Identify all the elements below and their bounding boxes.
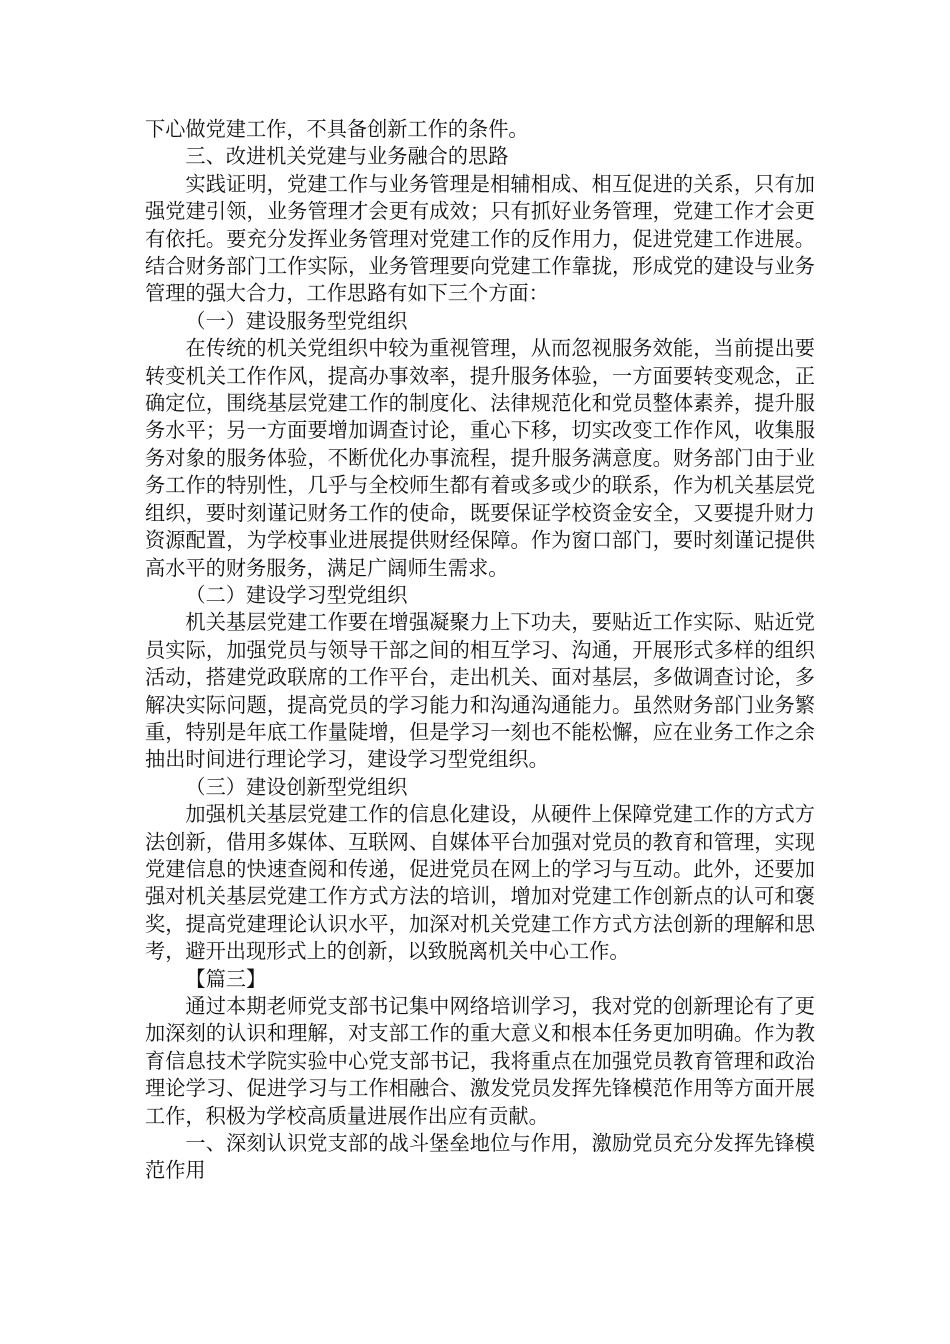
section-heading-1: 一、深刻认识党支部的战斗堡垒地位与作用，激励党员充分发挥先锋模范作用: [145, 1131, 815, 1183]
paragraph: 加强机关基层党建工作的信息化建设，从硬件上保障党建工作的方式方法创新，借用多媒体、互联网、自媒体平台加强对党员的教育和管理，实现党建信息的快速查阅和传递，促进党员在网上的学习与互动。此外，还要加强对机关基层党建工作方式方法的培训，增加对党建工作创新点的认可和褒奖，提高党建理论认识水平，加深对机关党建工作方式方法创新的理解和思考，避开出现形式上的创新，以致脱离机关中心工作。: [145, 802, 815, 964]
subheading-2: （二）建设学习型党组织: [185, 582, 408, 607]
paragraph: 在传统的机关党组织中较为重视管理，从而忽视服务效能，当前提出要转变机关工作作风，提高办事效率，提升服务体验，一方面要转变观念，正确定位，围绕基层党建工作的制度化、法律规范化和党员整体素养，提升服务水平；另一方面要增加调查讨论，重心下移，切实改变工作作风，收集服务对象的服务体验，不断优化办事流程，提升服务满意度。财务部门由于业务工作的特别性，几乎与全校师生都有着或多或少的联系，作为机关基层党组织，要时刻谨记财务工作的使命，既要保证学校资金安全，又要提升财力资源配置，为学校事业进展提供财经保障。作为窗口部门，要时刻谨记提供高水平的财务服务，满足广阔师生需求。: [145, 336, 815, 580]
paragraph-continuation: 下心做党建工作，不具备创新工作的条件。: [145, 117, 529, 141]
paragraph: 机关基层党建工作要在增强凝聚力上下功夫，要贴近工作实际、贴近党员实际，加强党员与领导干部之间的相互学习、沟通，开展形式多样的组织活动，搭建党政联席的工作平台，走出机关、面对基层，多做调查讨论，多解决实际问题，提高党员的学习能力和沟通沟通能力。虽然财务部门业务繁重，特别是年底工作量陡增，但是学习一刻也不能松懈，应在业务工作之余抽出时间进行理论学习，建设学习型党组织。: [145, 610, 815, 772]
paragraph: 通过本期老师党支部书记集中网络培训学习，我对党的创新理论有了更加深刻的认识和理解，对支部工作的重大意义和根本任务更加明确。作为教育信息技术学院实验中心党支部书记，我将重点在加强党员教育管理和政治理论学习、促进学习与工作相融合、激发党员发挥先锋模范作用等方面开展工作，积极为学校高质量进展作出应有贡献。: [145, 994, 815, 1128]
subheading-3: （三）建设创新型党组织: [185, 774, 408, 799]
document-body: [145, 116, 815, 1185]
part-heading: 【篇三】: [185, 966, 267, 991]
subheading-1: （一）建设服务型党组织: [185, 308, 408, 333]
paragraph: 实践证明，党建工作与业务管理是相辅相成、相互促进的关系，只有加强党建引领，业务管理才会更有成效；只有抓好业务管理，党建工作才会更有依托。要充分发挥业务管理对党建工作的反作用力，促进党建工作进展。结合财务部门工作实际，业务管理要向党建工作靠拢，形成党的建设与业务管理的强大合力，工作思路有如下三个方面：: [145, 171, 815, 306]
section-heading-3: 三、改进机关党建与业务融合的思路: [185, 144, 509, 169]
